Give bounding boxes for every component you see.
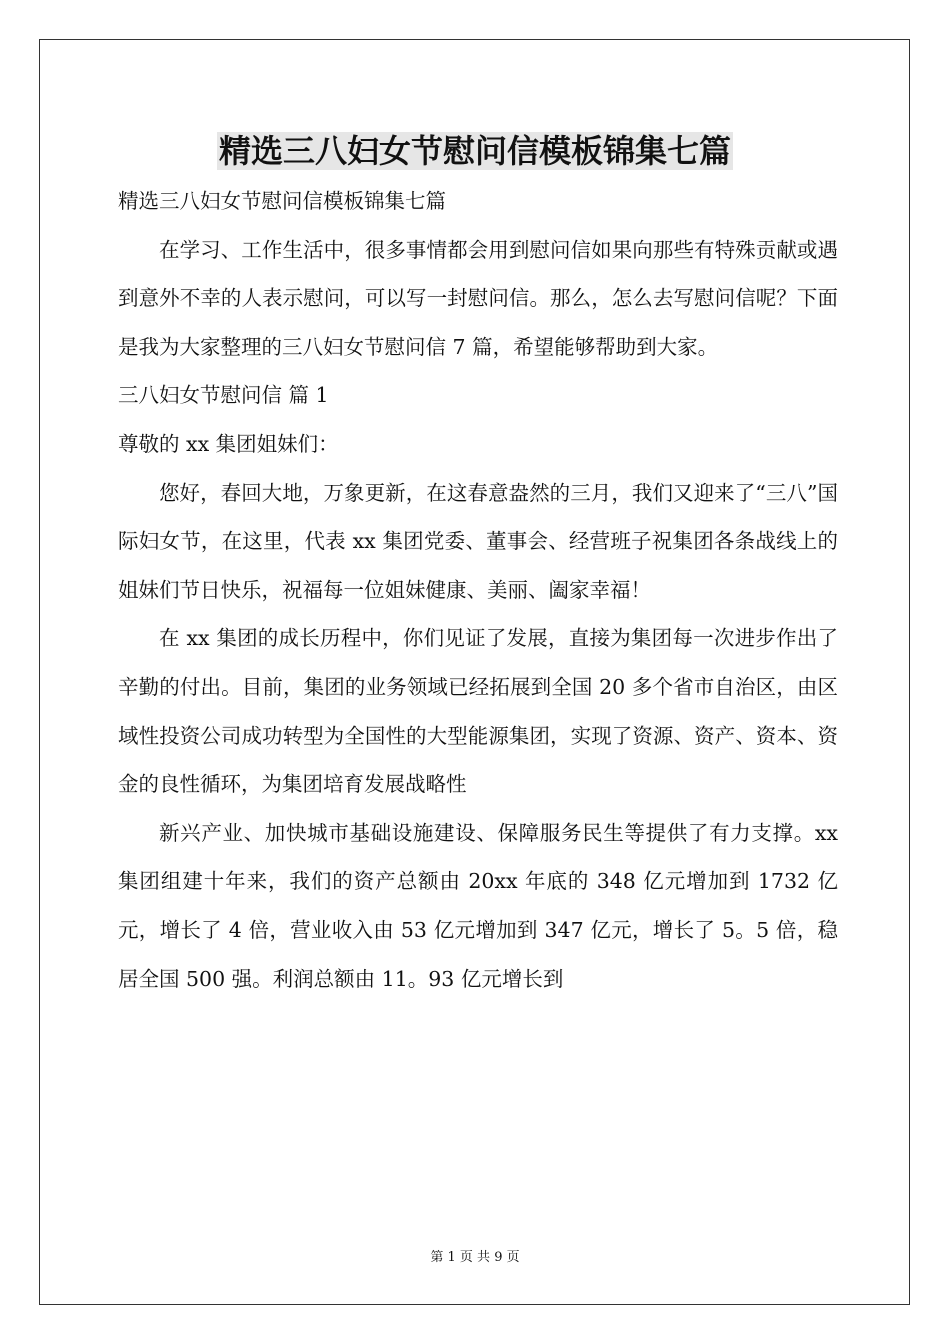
intro-paragraph: 在学习、工作生活中，很多事情都会用到慰问信如果向那些有特殊贡献或遇到意外不幸的人表示慰问，可以写一封慰问信。那么，怎么去写慰问信呢？下面是我为大家整理的三八妇女节慰问信 7 篇，希望能够帮助到大家。 xyxy=(118,237,838,359)
document-title-text: 精选三八妇女节慰问信模板锦集七篇 xyxy=(218,132,731,170)
body-paragraph: 在 xx 集团的成长历程中，你们见证了发展，直接为集团每一次进步作出了辛勤的付出。目前，集团的业务领域已经拓展到全国 20 多个省市自治区，由区域性投资公司成功转型为全国性的大型能源集团，实现了资源、资产、资本、资金的良性循环，为集团培育发展战略性 xyxy=(118,626,838,797)
subtitle-line: 精选三八妇女节慰问信模板锦集七篇 xyxy=(118,189,446,213)
body-paragraph: 您好，春回大地，万象更新，在这春意盎然的三月，我们又迎来了“三八”国际妇女节，在这里，代表 xx 集团党委、董事会、经营班子祝集团各条战线上的姐妹们节日快乐，祝福每一位姐妹健康、美丽、阖家幸福！ xyxy=(118,480,838,602)
salutation: 尊敬的 xx 集团姐妹们： xyxy=(118,431,339,456)
section-heading: 三八妇女节慰问信 篇 1 xyxy=(118,383,329,408)
page-number: 第 1 页 共 9 页 xyxy=(430,1250,520,1265)
page-footer xyxy=(0,1250,950,1266)
document-body xyxy=(118,177,838,1003)
document-title xyxy=(0,124,950,178)
body-paragraph: 新兴产业、加快城市基础设施建设、保障服务民生等提供了有力支撑。xx 集团组建十年来，我们的资产总额由 20xx 年底的 348 亿元增加到 1732 亿元，增长了 4 倍，营业收入由 53 亿元增加到 347 亿元，增长了 5。5 倍，稳居全国 500 强。利润总额由 11。93 亿元增长到 xyxy=(118,820,838,991)
